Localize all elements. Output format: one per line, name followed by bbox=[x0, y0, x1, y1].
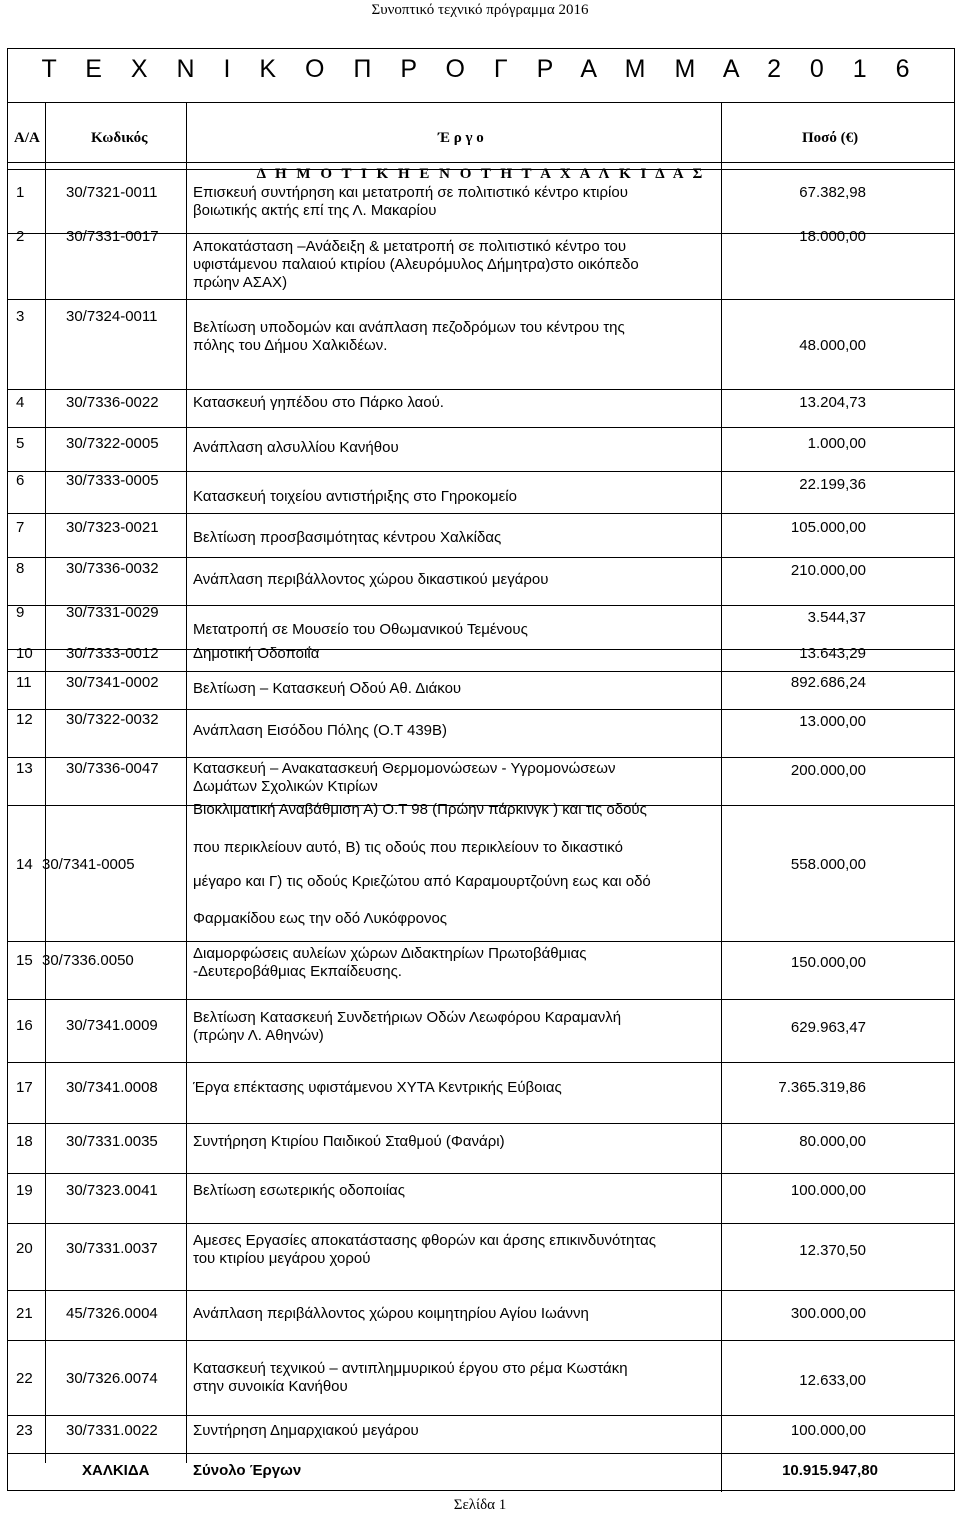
row-code: 30/7336-0022 bbox=[66, 394, 159, 411]
row-amount: 13.204,73 bbox=[799, 394, 866, 411]
row-number: 7 bbox=[16, 519, 25, 536]
row-divider bbox=[8, 999, 954, 1000]
row-description: Κατασκευή – Ανακατασκευή Θερμομονώσεων - Υγρομονώσεων bbox=[193, 760, 616, 777]
program-table bbox=[7, 48, 955, 1491]
row-amount: 1.000,00 bbox=[807, 435, 866, 452]
row-description: Κατασκευή γηπέδου στο Πάρκο λαού. bbox=[193, 394, 444, 411]
row-amount: 18.000,00 bbox=[799, 228, 866, 245]
row-description: του κτιρίου μεγάρου χορού bbox=[193, 1250, 371, 1267]
table-title: Τ Ε Χ Ν Ι Κ Ο Π Ρ Ο Γ Ρ Α Μ Μ Α 2 0 1 6 bbox=[41, 55, 921, 83]
row-number: 17 bbox=[16, 1079, 33, 1096]
row-divider bbox=[8, 1123, 954, 1124]
row-code: 30/7331-0029 bbox=[66, 604, 159, 621]
row-description: Αμεσες Εργασίες αποκατάστασης φθορών και άρσης επικινδυνότητας bbox=[193, 1232, 657, 1249]
row-number: 23 bbox=[16, 1422, 33, 1439]
row-code: 30/7322-0005 bbox=[66, 435, 159, 452]
total-description: Σύνολο Έργων bbox=[193, 1462, 302, 1479]
row-description: πρώην ΑΣΑΧ) bbox=[193, 274, 288, 291]
row-divider bbox=[8, 513, 954, 514]
row-divider bbox=[8, 1062, 954, 1063]
row-number: 12 bbox=[16, 711, 33, 728]
row-divider bbox=[8, 299, 954, 300]
row-amount: 22.199,36 bbox=[799, 476, 866, 493]
header-code: Κωδικός bbox=[91, 130, 148, 146]
row-code: 30/7322-0032 bbox=[66, 711, 159, 728]
row-amount: 100.000,00 bbox=[790, 1422, 866, 1439]
row-description: Συντήρηση Κτιρίου Παιδικού Σταθμού (Φανάρι) bbox=[193, 1133, 505, 1150]
row-divider bbox=[8, 1173, 954, 1174]
row-description: Μετατροπή σε Μουσείο του Οθωμανικού Τεμένους bbox=[193, 621, 528, 638]
row-code: 30/7341-0005 bbox=[42, 856, 135, 873]
row-number: 9 bbox=[16, 604, 25, 621]
row-code: 30/7341.0008 bbox=[66, 1079, 158, 1096]
row-description: Διαμορφώσεις αυλείων χώρων Διδακτηρίων Πρωτοβάθμιας bbox=[193, 945, 587, 962]
row-divider bbox=[8, 389, 954, 390]
row-amount: 200.000,00 bbox=[790, 762, 866, 779]
page-header: Συνοπτικό τεχνικό πρόγραμμα 2016 bbox=[371, 2, 589, 18]
row-description: Ανάπλαση περιβάλλοντος χώρου κοιμητηρίου Αγίου Ιωάννη bbox=[193, 1305, 589, 1322]
row-divider bbox=[8, 941, 954, 942]
row-code: 45/7326.0004 bbox=[66, 1305, 158, 1322]
row-number: 15 bbox=[16, 952, 33, 969]
row-number: 3 bbox=[16, 308, 25, 325]
row-amount: 629.963,47 bbox=[790, 1019, 866, 1036]
row-amount: 13.643,29 bbox=[799, 645, 866, 662]
row-description: -Δευτεροβάθμιας Εκπαίδευσης. bbox=[193, 963, 402, 980]
row-amount: 105.000,00 bbox=[790, 519, 866, 536]
row-description: βοιωτικής ακτής επί της Λ. Μακαρίου bbox=[193, 202, 437, 219]
row-description: Βελτίωση προσβασιμότητας κέντρου Χαλκίδας bbox=[193, 529, 502, 546]
row-code: 30/7333-0012 bbox=[66, 645, 159, 662]
row-number: 2 bbox=[16, 228, 25, 245]
row-description: Ανάπλαση περιβάλλοντος χώρου δικαστικού μεγάρου bbox=[193, 571, 549, 588]
row-amount: 48.000,00 bbox=[799, 337, 866, 354]
row-number: 22 bbox=[16, 1370, 33, 1387]
row-description: Αποκατάσταση –Ανάδειξη & μετατροπή σε πολιτιστικό κέντρο του bbox=[193, 238, 627, 255]
column-divider bbox=[45, 102, 46, 1463]
row-divider bbox=[8, 1453, 954, 1454]
column-divider bbox=[721, 102, 722, 1492]
row-amount: 892.686,24 bbox=[790, 674, 866, 691]
row-description: Βελτίωση – Κατασκευή Οδού Αθ. Διάκου bbox=[193, 680, 462, 697]
row-number: 6 bbox=[16, 472, 25, 489]
row-description: υφιστάμενου παλαιού κτιρίου (Αλευρόμυλος Δήμητρα)στο οικόπεδο bbox=[193, 256, 639, 273]
row-number: 19 bbox=[16, 1182, 33, 1199]
row-amount: 150.000,00 bbox=[790, 954, 866, 971]
row-amount: 7.365.319,86 bbox=[778, 1079, 866, 1096]
row-divider bbox=[8, 709, 954, 710]
row-number: 13 bbox=[16, 760, 33, 777]
row-number: 10 bbox=[16, 645, 33, 662]
row-code: 30/7331.0037 bbox=[66, 1240, 158, 1257]
row-code: 30/7336-0047 bbox=[66, 760, 159, 777]
row-divider bbox=[8, 427, 954, 428]
row-description: Δωμάτων Σχολικών Κτιρίων bbox=[193, 778, 378, 795]
row-code: 30/7323-0021 bbox=[66, 519, 159, 536]
column-divider bbox=[186, 102, 187, 1463]
row-description: Συντήρηση Δημαρχιακού μεγάρου bbox=[193, 1422, 419, 1439]
row-amount: 558.000,00 bbox=[790, 856, 866, 873]
row-code: 30/7333-0005 bbox=[66, 472, 159, 489]
row-description: Κατασκευή τοιχείου αντιστήριξης στο Γηροκομείο bbox=[193, 488, 517, 505]
row-number: 16 bbox=[16, 1017, 33, 1034]
row-code: 30/7331.0022 bbox=[66, 1422, 158, 1439]
row-description: Κατασκευή τεχνικού – αντιπλημμυρικού έργου στο ρέμα Κωστάκη bbox=[193, 1360, 628, 1377]
row-number: 1 bbox=[16, 184, 25, 201]
row-amount: 67.382,98 bbox=[799, 184, 866, 201]
row-description: Επισκευή συντήρηση και μετατροπή σε πολιτιστικό κέντρο κτιρίου bbox=[193, 184, 628, 201]
row-number: 11 bbox=[16, 674, 32, 691]
page-footer: Σελίδα 1 bbox=[453, 1497, 507, 1513]
row-amount: 13.000,00 bbox=[799, 713, 866, 730]
row-amount: 12.633,00 bbox=[799, 1372, 866, 1389]
row-code: 30/7326.0074 bbox=[66, 1370, 158, 1387]
row-divider bbox=[8, 671, 954, 672]
row-number: 4 bbox=[16, 394, 25, 411]
row-amount: 12.370,50 bbox=[799, 1242, 866, 1259]
row-description: στην συνοικία Κανήθου bbox=[193, 1378, 348, 1395]
total-label: ΧΑΛΚΙΔΑ bbox=[82, 1462, 150, 1479]
row-amount: 3.544,37 bbox=[807, 609, 866, 626]
row-divider bbox=[8, 1223, 954, 1224]
row-description: Ανάπλαση αλσυλλίου Κανήθου bbox=[193, 439, 399, 456]
row-description: Έργα επέκτασης υφιστάμενου ΧΥΤΑ Κεντρικής Εύβοιας bbox=[193, 1079, 562, 1096]
row-description: μέγαρο και Γ) τις οδούς Κριεζώτου από Καραμουρτζούνη εως και οδό bbox=[193, 873, 651, 890]
header-amount: Ποσό (€) bbox=[802, 130, 859, 146]
row-divider bbox=[8, 1340, 954, 1341]
row-code: 30/7331.0035 bbox=[66, 1133, 158, 1150]
row-description: Δημοτική Οδοποιΐα bbox=[193, 645, 320, 662]
header-num: Α/Α bbox=[14, 130, 40, 146]
row-number: 14 bbox=[16, 856, 33, 873]
row-divider bbox=[8, 169, 954, 170]
row-divider bbox=[8, 1290, 954, 1291]
row-description: (πρώην Λ. Αθηνών) bbox=[193, 1027, 324, 1044]
row-number: 21 bbox=[16, 1305, 33, 1322]
row-code: 30/7336.0050 bbox=[42, 952, 134, 969]
section-title: Δ Η Μ Ο Τ Ι Κ Η Ε Ν Ο Τ Η Τ Α Χ Α Λ Κ Ι Δ Α Σ bbox=[256, 166, 706, 182]
row-divider bbox=[8, 757, 954, 758]
row-amount: 80.000,00 bbox=[799, 1133, 866, 1150]
row-amount: 210.000,00 bbox=[790, 562, 866, 579]
row-number: 20 bbox=[16, 1240, 33, 1257]
row-description: Βελτίωση Κατασκευή Συνδετήριων Οδών Λεωφόρου Καραμανλή bbox=[193, 1009, 622, 1026]
row-number: 5 bbox=[16, 435, 25, 452]
row-description: Βιοκλιματική Αναβάθμιση Α) Ο.Τ 98 (Πρώην πάρκινγκ ) και τις οδούς bbox=[193, 801, 647, 818]
row-description: Βελτίωση υποδομών και ανάπλαση πεζοδρόμων του κέντρου της bbox=[193, 319, 625, 336]
row-code: 30/7321-0011 bbox=[66, 184, 158, 201]
row-description: Ανάπλαση Εισόδου Πόλης (Ο.Τ 439Β) bbox=[193, 722, 448, 739]
row-code: 30/7341-0002 bbox=[66, 674, 159, 691]
row-description: Φαρμακίδου εως την οδό Λυκόφρονος bbox=[193, 910, 448, 927]
row-divider bbox=[8, 1415, 954, 1416]
total-amount: 10.915.947,80 bbox=[782, 1462, 878, 1479]
row-code: 30/7341.0009 bbox=[66, 1017, 158, 1034]
row-divider bbox=[8, 557, 954, 558]
row-code: 30/7331-0017 bbox=[66, 228, 159, 245]
row-amount: 100.000,00 bbox=[790, 1182, 866, 1199]
header-work: Έ ρ γ ο bbox=[438, 130, 484, 146]
row-description: Βελτίωση εσωτερικής οδοποιίας bbox=[193, 1182, 405, 1199]
row-code: 30/7324-0011 bbox=[66, 308, 158, 325]
row-amount: 300.000,00 bbox=[790, 1305, 866, 1322]
row-code: 30/7336-0032 bbox=[66, 560, 159, 577]
row-code: 30/7323.0041 bbox=[66, 1182, 158, 1199]
row-description: πόλης του Δήμου Χαλκιδέων. bbox=[193, 337, 388, 354]
row-description: που περικλείουν αυτό, Β) τις οδούς που περικλείουν το δικαστικό bbox=[193, 839, 623, 856]
row-number: 8 bbox=[16, 560, 25, 577]
row-number: 18 bbox=[16, 1133, 33, 1150]
